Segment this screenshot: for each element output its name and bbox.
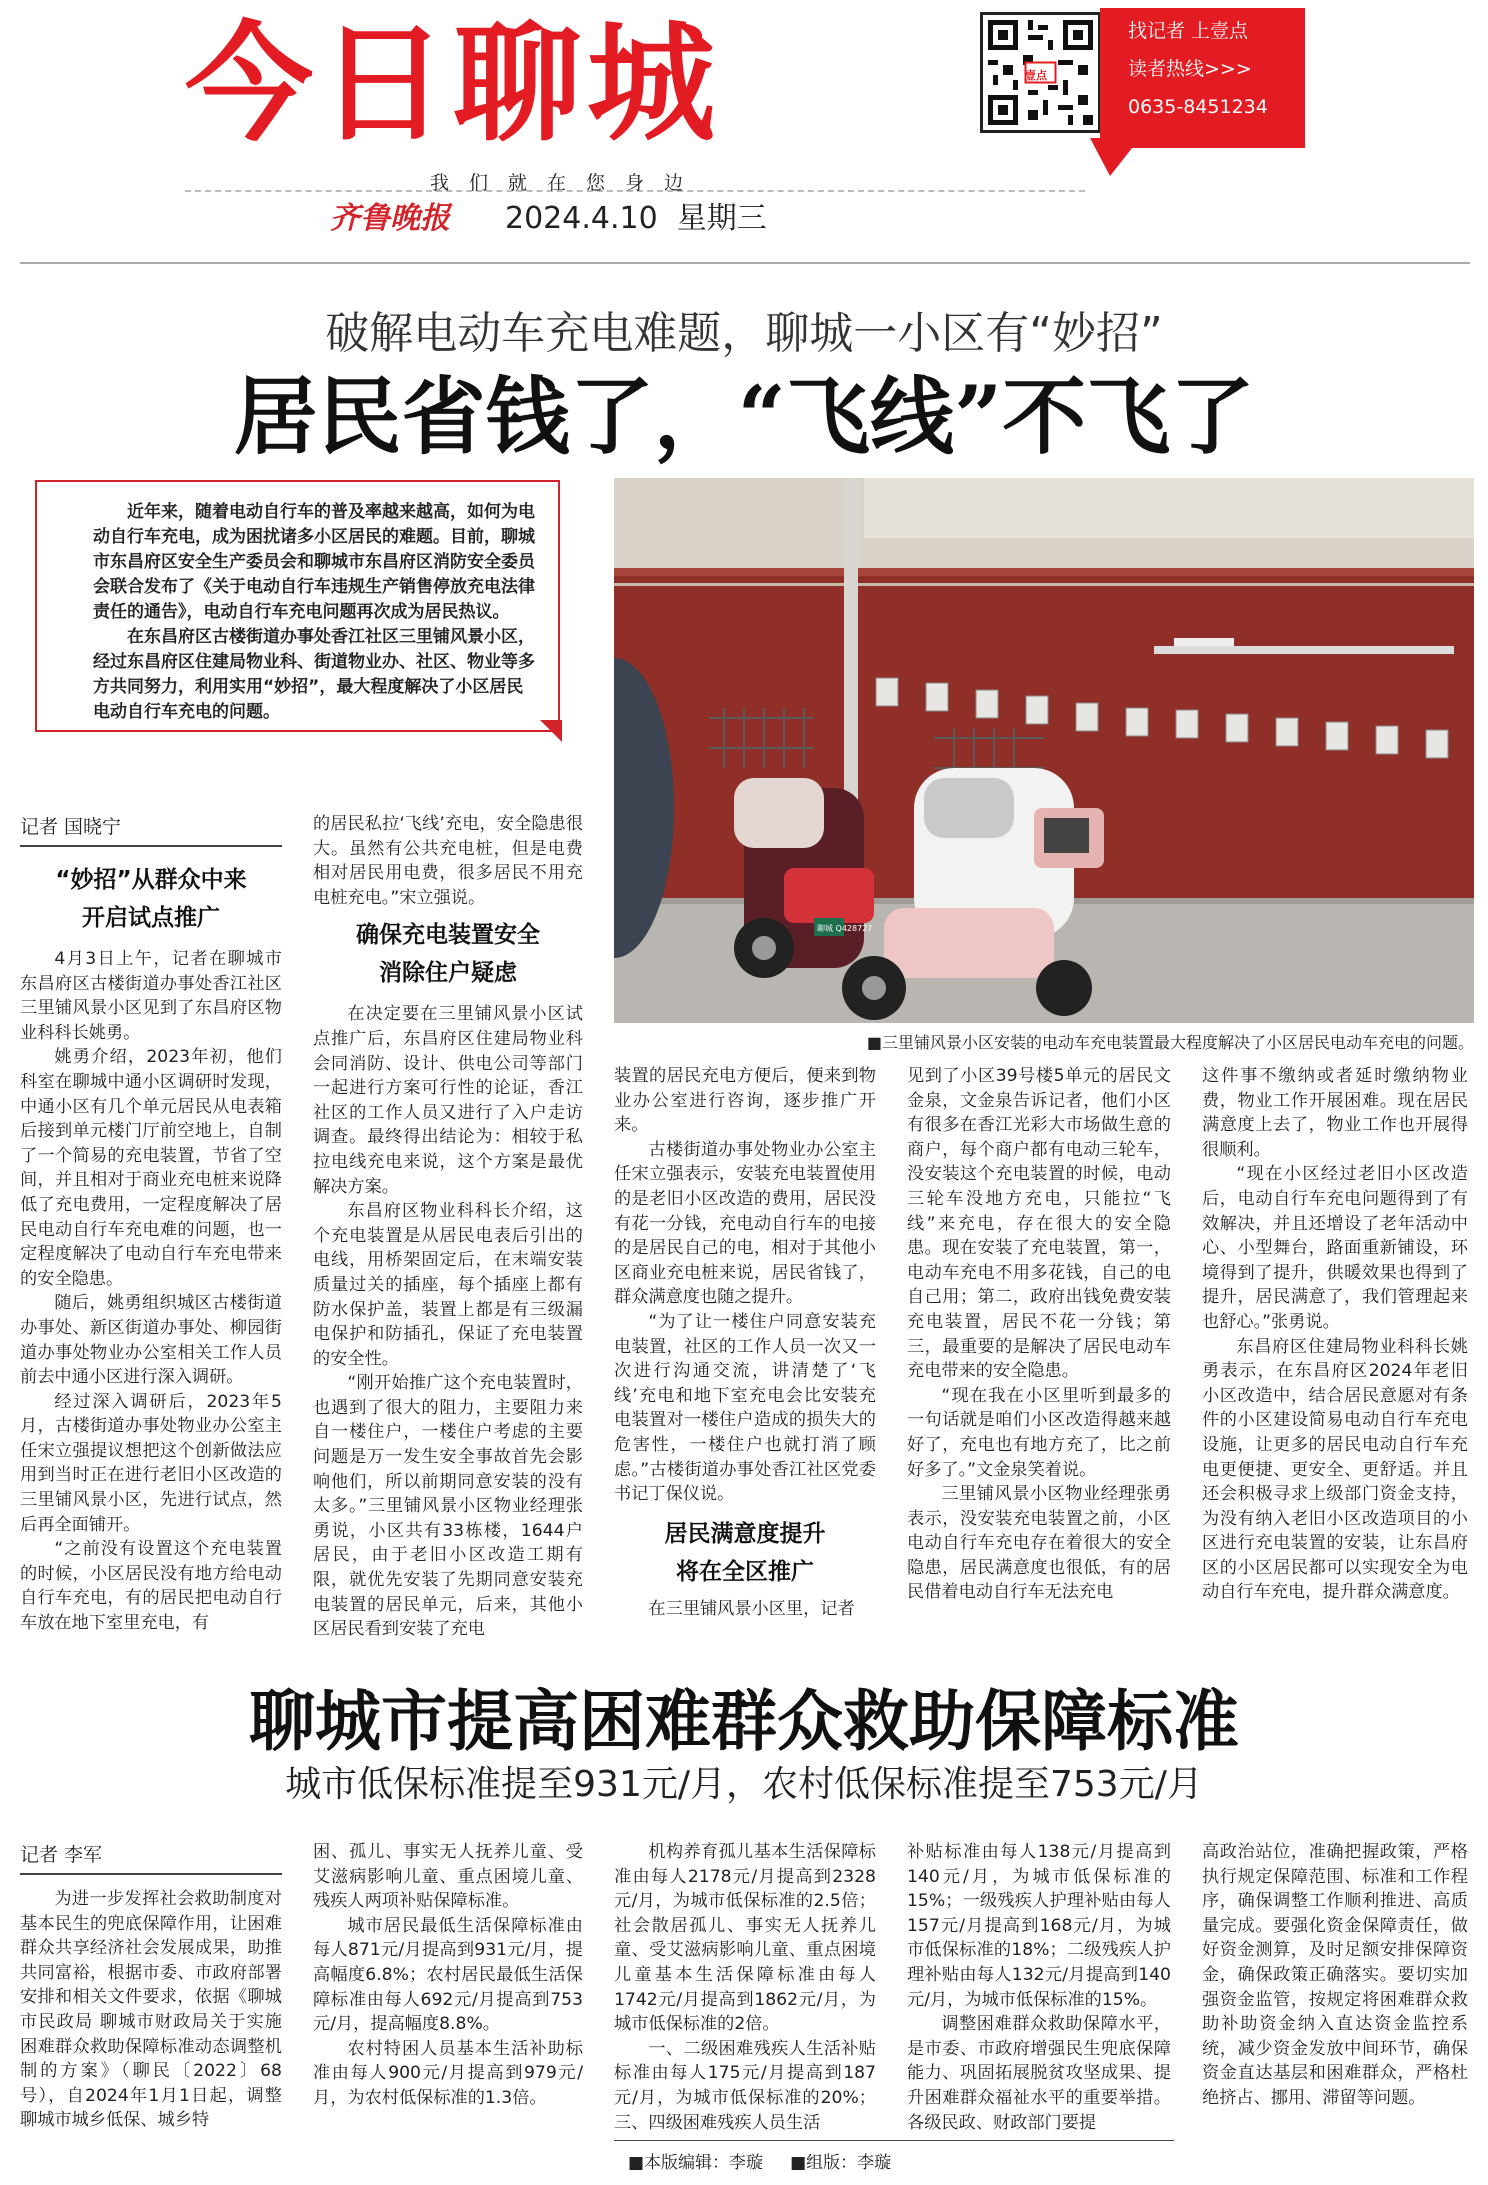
body-paragraph: “现在小区经过老旧小区改造后，电动自行车充电问题得到了有效解决，并且还增设了老年活动中心、小型舞台，路面重新铺设，环境得到了提升，供暖效果也得到了提升，居民满意了，我们管理起来也舒心。”张勇说。 (1202, 1164, 1468, 1332)
masthead-slogan: 我们就在您身边 (430, 172, 704, 194)
article2-column-5 (1202, 1840, 1468, 2111)
body-paragraph: 三里铺风景小区物业经理张勇表示，没安装充电装置之前，小区电动自行车充电存在着很大的安全隐患，居民满意度也很低，有的居民借着电动自行车无法充电 (907, 1484, 1171, 1603)
article1-subhead-3 (614, 1515, 876, 1591)
masthead-date (505, 193, 767, 237)
body-paragraph: 这件事不缴纳或者延时缴纳物业费，物业工作开展困难。现在居民满意度上去了，物业工作也开展得很顺利。 (1202, 1066, 1468, 1160)
body-paragraph: 装置的居民充电方便后，便来到物业办公室进行咨询，逐步推广开来。 (614, 1066, 876, 1136)
body-paragraph: 补贴标准由每人138元/月提高到140元/月，为城市低保标准的15%；一级残疾人护理补贴由每人157元/月提高到168元/月，为城市低保标准的18%；二级残疾人护理补贴由每人132元/月提高到140元/月，为城市低保标准的15%。 (907, 1842, 1171, 2010)
subhead-line: 确保充电装置安全 (356, 922, 540, 949)
bubble-line-2: 读者热线>>> (1128, 58, 1252, 80)
article1-headline: 居民省钱了，“飞线”不飞了 (233, 367, 1255, 466)
article2-body (1202, 1840, 1468, 2111)
article1-kicker: 破解电动车充电难题，聊城一小区有“妙招” (325, 308, 1163, 359)
qr-label: 壹点 (1025, 69, 1047, 82)
bubble-tail (1090, 138, 1140, 176)
footer-rule (614, 2140, 1174, 2141)
subhead-line: 消除住户疑虑 (379, 960, 517, 987)
article1-column-4 (907, 1064, 1171, 1605)
footer-layout: ■组版：李璇 (790, 2153, 892, 2173)
masthead-brand: 齐鲁晚报 (330, 201, 450, 236)
article2-column-3 (614, 1840, 876, 2135)
article1-body (313, 1002, 583, 1641)
body-paragraph: “为了让一楼住户同意安装充电装置，社区的工作人员一次又一次进行沟通交流，讲清楚了‘飞线’充电和地下室充电会比安装充电装置对一楼住户造成的损失大的危害性，一楼住户也就打消了顾虑。”古楼街道办事处香江社区党委书记丁保仪说。 (614, 1311, 876, 1505)
byline-rule (20, 1873, 282, 1875)
body-paragraph: 一、二级困难残疾人生活补贴标准由每人175元/月提高到187元/月，为城市低保标准的20%；三、四级困难残疾人员生活 (614, 2038, 876, 2133)
subhead-line: “妙招”从群众中来 (55, 867, 247, 893)
body-paragraph: 调整困难群众救助保障水平，是市委、市政府增强民生兜底保障能力、巩固拓展脱贫攻坚成果、提升困难群众福祉水平的重要举措。各级民政、财政部门要提 (907, 2014, 1171, 2133)
body-paragraph: 在决定要在三里铺风景小区试点推广后，东昌府区住建局物业科会同消防、设计、供电公司等部门一起进行方案可行性的论证，香江社区的工作人员又进行了入户走访调查。最终得出结论为：相较于私拉电线充电来说，这个方案是最优解决方案。 (313, 1004, 583, 1197)
intro-paragraph: 在东昌府区古楼街道办事处香江社区三里铺风景小区，经过东昌府区住建局物业科、街道物业办、社区、物业等多方共同努力，利用实用“妙招”，最大程度解决了小区居民电动自行车充电的问题。 (93, 627, 535, 722)
article1-column-1 (20, 812, 282, 1636)
body-paragraph: “刚开始推广这个充电装置时，也遇到了很大的阻力，主要阻力来自一楼住户，一楼住户考虑的主要问题是万一发生安全事故首先会影响他们，所以前期同意安装的没有太多。”三里铺风景小区物业经理张勇说，小区共有33栋楼，1644户居民，由于老旧小区改造工期有限，就优先安装了先期同意安装充电装置的居民单元，后来，其他小区居民看到安装了充电 (313, 1373, 583, 1640)
reader-hotline-bubble (1100, 8, 1305, 148)
body-paragraph: 东昌府区住建局物业科科长姚勇表示，在东昌府区2024年老旧小区改造中，结合居民意愿对有条件的小区建设简易电动自行车充电设施，让更多的居民电动自行车充电更便捷、更安全、更舒适。并且还会积极寻求上级部门资金支持，为没有纳入老旧小区改造项目的小区进行充电装置的安装，让东昌府区的小区居民都可以实现安全为电动自行车充电，提升群众满意度。 (1202, 1336, 1468, 1603)
footer-editor: ■本版编辑：李璇 (628, 2153, 764, 2173)
article1-photo (614, 478, 1474, 1023)
body-paragraph: 经过深入调研后，2023年5月，古楼街道办事处物业办公室主任宋立强提议想把这个创新做法应用到当时正在进行老旧小区改造的三里铺风景小区，先进行试点，然后再全面铺开。 (20, 1391, 282, 1535)
byline-rule (20, 845, 282, 847)
article1-column-2 (313, 812, 583, 1642)
intro-paragraph: 近年来，随着电动自行车的普及率越来越高，如何为电动自行车充电，成为困扰诸多小区居民的难题。目前，聊城市东昌府区安全生产委员会和聊城市东昌府区消防安全委员会联合发布了《关于电动自行车违规生产销售停放充电法律责任的通告》，电动自行车充电问题再次成为居民热议。 (93, 502, 535, 622)
body-paragraph: 见到了小区39号楼5单元的居民文金泉，文金泉告诉记者，他们小区有很多在香江光彩大市场做生意的商户，每个商户都有电动三轮车，没安装这个充电装置的时候，电动三轮车没地方充电，只能拉“飞线”来充电，存在很大的安全隐患。现在安装了充电装置，第一，电动车充电不用多花钱，自己的电自己用；第二，政府出钱免费安装充电装置，居民不花一分钱；第三，最重要的是解决了居民电动车充电带来的安全隐患。 (907, 1066, 1171, 1382)
article2-body (907, 1840, 1171, 2135)
article1-photo-caption: ■三里铺风景小区安装的电动车充电装置最大程度解决了小区居民电动车充电的问题。 (866, 1033, 1474, 1052)
article2-body (313, 1840, 583, 2111)
article1-subhead-2 (313, 916, 583, 992)
article2-column-1 (20, 1840, 282, 2133)
qr-code[interactable] (980, 12, 1101, 133)
body-paragraph: 古楼街道办事处物业办公室主任宋立强表示，安装充电装置使用的是老旧小区改造的费用，居民没有花一分钱，充电动自行车的电接的是居民自己的电，相对于其他小区商业充电桩来说，居民省钱了，群众满意度也随之提升。 (614, 1139, 876, 1308)
article2-column-4 (907, 1840, 1171, 2135)
charging-station-photo (614, 478, 1474, 1023)
body-paragraph: “现在我在小区里听到最多的一句话就是咱们小区改造得越来越好了，充电也有地方充了，比之前好多了。”文金泉笑着说。 (907, 1385, 1171, 1480)
body-paragraph: 农村特困人员基本生活补助标准由每人900元/月提高到979元/月，为农村低保标准的1.3倍。 (313, 2038, 583, 2108)
issue-date: 2024.4.10 (505, 201, 658, 236)
article1-body (20, 947, 282, 1636)
article2-body (614, 1840, 876, 2135)
body-paragraph: 姚勇介绍，2023年初，他们科室在聊城中通小区调研时发现，中通小区有几个单元居民从电表箱后接到单元楼门厅前空地上，自制了一个简易的充电装置，节省了空间，并且相对于商业充电桩来说降低了充电费用，一定程度解决了居民电动自行车充电难的问题，也一定程度解决了电动自行车充电带来的安全隐患。 (20, 1047, 282, 1289)
body-paragraph: 东昌府区物业科科长介绍，这个充电装置是从居民电表后引出的电线，用桥架固定后，在末端安装质量过关的插座，每个插座上都有防水保护盖，装置上都是有三级漏电保护和防插孔，保证了充电装置的安全性。 (313, 1201, 583, 1369)
body-paragraph: 随后，姚勇组织城区古楼街道办事处、新区街道办事处、柳园街道办事处物业办公室相关工作人员前去中通小区进行深入调研。 (20, 1293, 282, 1388)
plate-text: 聊城 Q428727 (817, 924, 873, 933)
masthead-title: 今日聊城 (185, 10, 722, 159)
body-paragraph: 城市居民最低生活保障标准由每人871元/月提高到931元/月，提高幅度6.8%；农村居民最低生活保障标准由每人692元/月提高到753元/月，提高幅度8.8%。 (313, 1915, 583, 2035)
article1-column-5 (1202, 1064, 1468, 1605)
page-footer (628, 2148, 891, 2173)
article1-body (1202, 1064, 1468, 1605)
subhead-line: 开启试点推广 (82, 905, 220, 931)
article1-subhead-1 (20, 861, 282, 937)
body-paragraph: 4月3日上午，记者在聊城市东昌府区古楼街道办事处香江社区三里铺风景小区见到了东昌府区物业科科长姚勇。 (20, 949, 282, 1043)
masthead-bottom-rule (20, 262, 1470, 264)
article1-column-3 (614, 1064, 876, 1621)
article2-body (20, 1887, 282, 2133)
subhead-line: 居民满意度提升 (664, 1520, 826, 1547)
article1-byline: 记者 国晓宁 (20, 816, 122, 838)
body-paragraph: 的居民私拉‘飞线’充电，安全隐患很大。虽然有公共充电桩，但是电费相对居民用电费，很多居民不用充电桩充电。”宋立强说。 (313, 814, 583, 908)
article2-subhead: 城市低保标准提至931元/月，农村低保标准提至753元/月 (285, 1764, 1203, 1805)
intro-box-tail (540, 720, 562, 742)
article2-headline: 聊城市提高困难群众救助保障标准 (249, 1682, 1239, 1760)
subhead-line: 将在全区推广 (676, 1558, 814, 1585)
body-paragraph: 为进一步发挥社会救助制度对基本民生的兜底保障作用，让困难群众共享经济社会发展成果，助推共同富裕，根据市委、市政府部署安排和相关文件要求，依据《聊城市民政局 聊城市财政局关于实施困难群众救助保障标准动态调整机制的方案》（聊民〔2022〕68号），自2024年1月1日起，调整聊城市城乡低保、城乡特 (20, 1889, 282, 2131)
article1-body (313, 812, 583, 910)
article1-body (614, 1597, 876, 1622)
body-paragraph: 高政治站位，准确把握政策，严格执行规定保障范围、标准和工作程序，确保调整工作顺利推进、高质量完成。要强化资金保障责任，做好资金测算，及时足额安排保障资金，确保政策正确落实。要切实加强资金监管，按规定将困难群众救助补助资金纳入直达资金监控系统，减少资金发放中间环节，确保资金直达基层和困难群众，严格杜绝挤占、挪用、滞留等问题。 (1202, 1842, 1468, 2108)
article2-column-2 (313, 1840, 583, 2111)
body-paragraph: 机构养育孤儿基本生活保障标准由每人2178元/月提高到2328元/月，为城市低保标准的2.5倍；社会散居孤儿、事实无人抚养儿童、受艾滋病影响儿童、重点困境儿童基本生活保障标准由每人1742元/月提高到1862元/月，为城市低保标准的2倍。 (614, 1842, 876, 2035)
body-paragraph: “之前没有设置这个充电装置的时候，小区居民没有地方给电动自行车充电，有的居民把电动自行车放在地下室里充电，有 (20, 1539, 282, 1634)
issue-weekday: 星期三 (676, 201, 767, 236)
article2-byline: 记者 李军 (20, 1844, 103, 1866)
body-paragraph: 在三里铺风景小区里，记者 (648, 1598, 855, 1619)
article1-intro-box (35, 480, 560, 732)
bubble-line-1: 找记者 上壹点 (1128, 20, 1249, 42)
caption-text: 三里铺风景小区安装的电动车充电装置最大程度解决了小区居民电动车充电的问题。 (881, 1033, 1474, 1052)
article1-body (907, 1064, 1171, 1605)
bubble-line-3: 0635-8451234 (1128, 96, 1268, 118)
body-paragraph: 困、孤儿、事实无人抚养儿童、受艾滋病影响儿童、重点困境儿童、残疾人两项补贴保障标准。 (313, 1842, 583, 1912)
article1-body (614, 1064, 876, 1507)
